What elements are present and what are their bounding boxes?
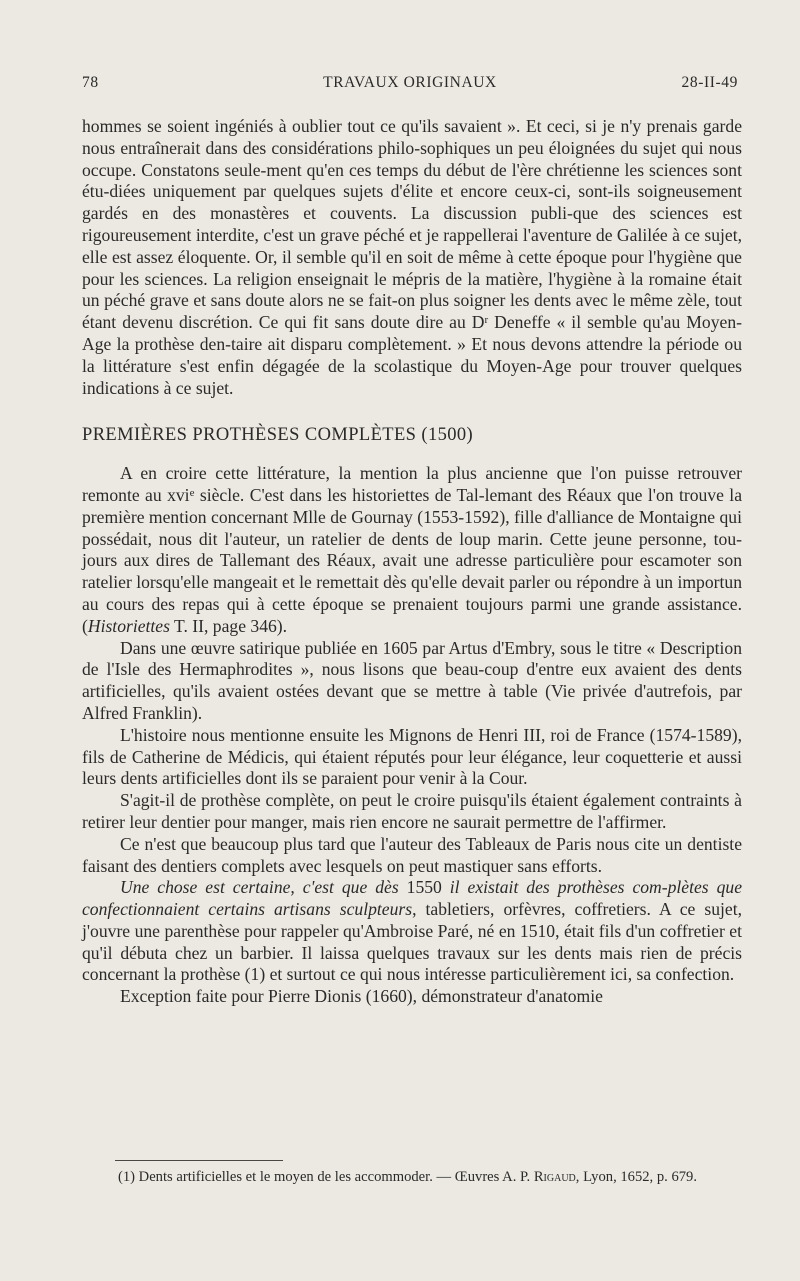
issue-date: 28-II-49: [681, 74, 738, 91]
section-heading: PREMIÈRES PROTHÈSES COMPLÈTES (1500): [82, 425, 474, 446]
superscript: e: [189, 486, 195, 499]
paragraph-4: L'histoire nous mentionne ensuite les Mignons de Henri III, roi de France (1574-1589), fils de Catherine de Médicis, qui étaient réputés pour leur élégance, leur coquetterie et aussi leurs dents artificielles dont ils se paraient pour venir à la Cour.: [82, 724, 742, 789]
footnote-divider: [115, 1160, 283, 1161]
paragraph-2: A en croire cette littérature, la mention la plus ancienne que l'on puisse retrouver remonte au xvi$^e$ siècle. C'est dans les historiettes de Tal-lemant des Réaux que l'on trouve la première mention concernant Mlle de Gournay (1553-1592), fille d'alliance de Montaigne qui possédait, nous dit l'auteur, un ratelier de dents de loup marin. Cette jeune personne, tou-jours aux dires de Tallemant des Réaux, avait une adresse particulière pour escamoter son ratelier lorsqu'elle mangeait et le remettait dès qu'elle devait parler ou répondre à un importun au cours des repas qui à cette époque se prenaient toujours parmi une grande assistance. (Historiettes T. II, page 346).: [82, 463, 742, 636]
paragraph-5: S'agit-il de prothèse complète, on peut le croire puisqu'ils étaient également contraints à retirer leur dentier pour manger, mais rien encore ne saurait permettre de l'affirmer.: [82, 790, 742, 832]
paragraph-8: Exception faite pour Pierre Dionis (1660), démonstrateur d'anatomie: [120, 986, 603, 1007]
footnote-author: Rigaud: [533, 1169, 576, 1185]
running-title: TRAVAUX ORIGINAUX: [323, 74, 497, 91]
italic-reference: Historiettes: [87, 615, 170, 636]
body-text: [82, 116, 742, 1008]
footnote: (1) Dents artificielles et le moyen de les accommoder. — Œuvres A. P. Rigaud, Lyon, 1652, p. 679.: [118, 1169, 697, 1185]
superscript: r: [484, 314, 489, 327]
paragraph-7: Une chose est certaine, c'est que dès 1550 il existait des prothèses com-plètes que confectionnaient certains artisans sculpteurs, tabletiers, orfèvres, coffretiers. A ce sujet, j'ouvre une parenthèse pour rappeler qu'Ambroise Paré, né en 1510, était fils d'un coffretier et qu'il débuta chez un barbier. Il laissa quelques travaux sur les dents mais rien de précis concernant la prothèse (1) et surtout ce qui nous intéresse particulièrement ici, sa confection.: [82, 877, 743, 985]
page-number: 78: [82, 74, 99, 91]
paragraph-1: hommes se soient ingéniés à oublier tout ce qu'ils savaient ». Et ceci, si je n'y prenais garde nous entraînerait dans des considérations philo-sophiques un peu éloignées du sujet qui nous occupe. Constatons seule-ment qu'en ces temps du début de l'ère chrétienne les sciences sont étu-diées uniquement par quelques sujets d'élite et encore ceux-ci, sont-ils soigneusement gardés en des monastères et couvents. La discussion publi-que des sciences est rigoureusement interdite, c'est un grave péché et je rappellerai l'aventure de Galilée à ce sujet, elle est assez éloquente. Or, il semble qu'il en soit de même à cette époque pour l'hygiène que pour les sciences. La religion enseignait le mépris de la matière, l'hygiène à la romaine était un péché grave et sans doute alors ne se fait-on plus soigner les dents avec le même zèle, tout étant devenu discrétion. Ce qui fit sans doute dire au $D^r$ Deneffe « il semble qu'au Moyen-Age la prothèse den-taire ait disparu complètement. » Et nous devons attendre la période ou la littérature s'est enfin dégagée de la scolastique du Moyen-Age pour trouver quelques indications à ce sujet.: [82, 116, 742, 398]
paragraph-6: Ce n'est que beaucoup plus tard que l'auteur des Tableaux de Paris nous cite un dentiste faisant des dentiers complets avec lesquels on peut mastiquer sans efforts.: [82, 833, 742, 876]
paragraph-3: Dans une œuvre satirique publiée en 1605 par Artus d'Embry, sous le titre « Description de l'Isle des Hermaphrodites », nous lisons que beau-coup d'entre eux avaient des dents artificielles, qu'ils avaient ostées devant que se mettre à table (Vie privée d'autrefois, par Alfred Franklin).: [82, 637, 742, 723]
